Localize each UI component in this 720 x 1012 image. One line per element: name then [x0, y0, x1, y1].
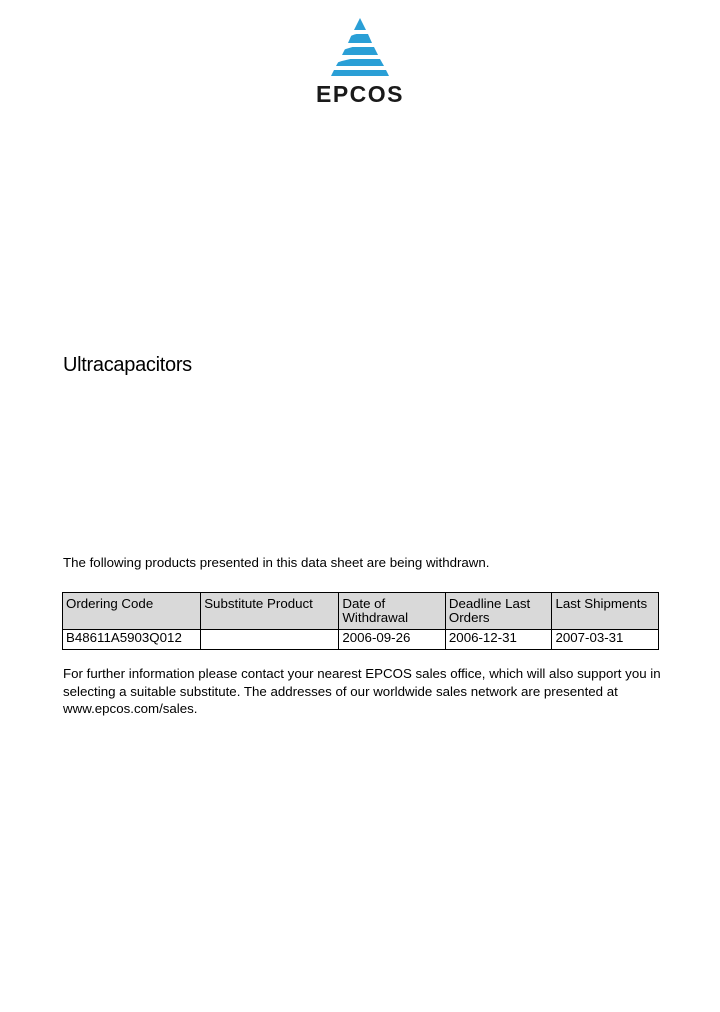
withdrawn-products-table: [62, 592, 659, 650]
header-last-shipments: Last Shipments: [552, 593, 659, 630]
header-date-of-withdrawal: Date of Withdrawal: [339, 593, 446, 630]
logo-brand-text: EPCOS: [315, 81, 405, 107]
table-header-row: [63, 593, 659, 630]
page-title: Ultracapacitors: [63, 354, 192, 376]
table-row: [63, 630, 659, 650]
cell-date-of-withdrawal: 2006-09-26: [339, 630, 446, 650]
header-deadline-last-orders: Deadline Last Orders: [445, 593, 552, 630]
cell-ordering-code: B48611A5903Q012: [63, 630, 201, 650]
epcos-triangle-icon: [300, 14, 420, 80]
header-substitute-product: Substitute Product: [201, 593, 339, 630]
contact-info-text: For further information please contact your nearest EPCOS sales office, which will also support you in selecting a suitable substitute. The addresses of our worldwide sales network are presented at www.epcos.com/sales.: [63, 666, 661, 716]
cell-last-shipments: 2007-03-31: [552, 630, 659, 650]
epcos-logo: [300, 14, 420, 109]
intro-text: The following products presented in this data sheet are being withdrawn.: [63, 555, 490, 570]
cell-deadline-last-orders: 2006-12-31: [445, 630, 552, 650]
cell-substitute-product: [201, 630, 339, 650]
header-ordering-code: Ordering Code: [63, 593, 201, 630]
